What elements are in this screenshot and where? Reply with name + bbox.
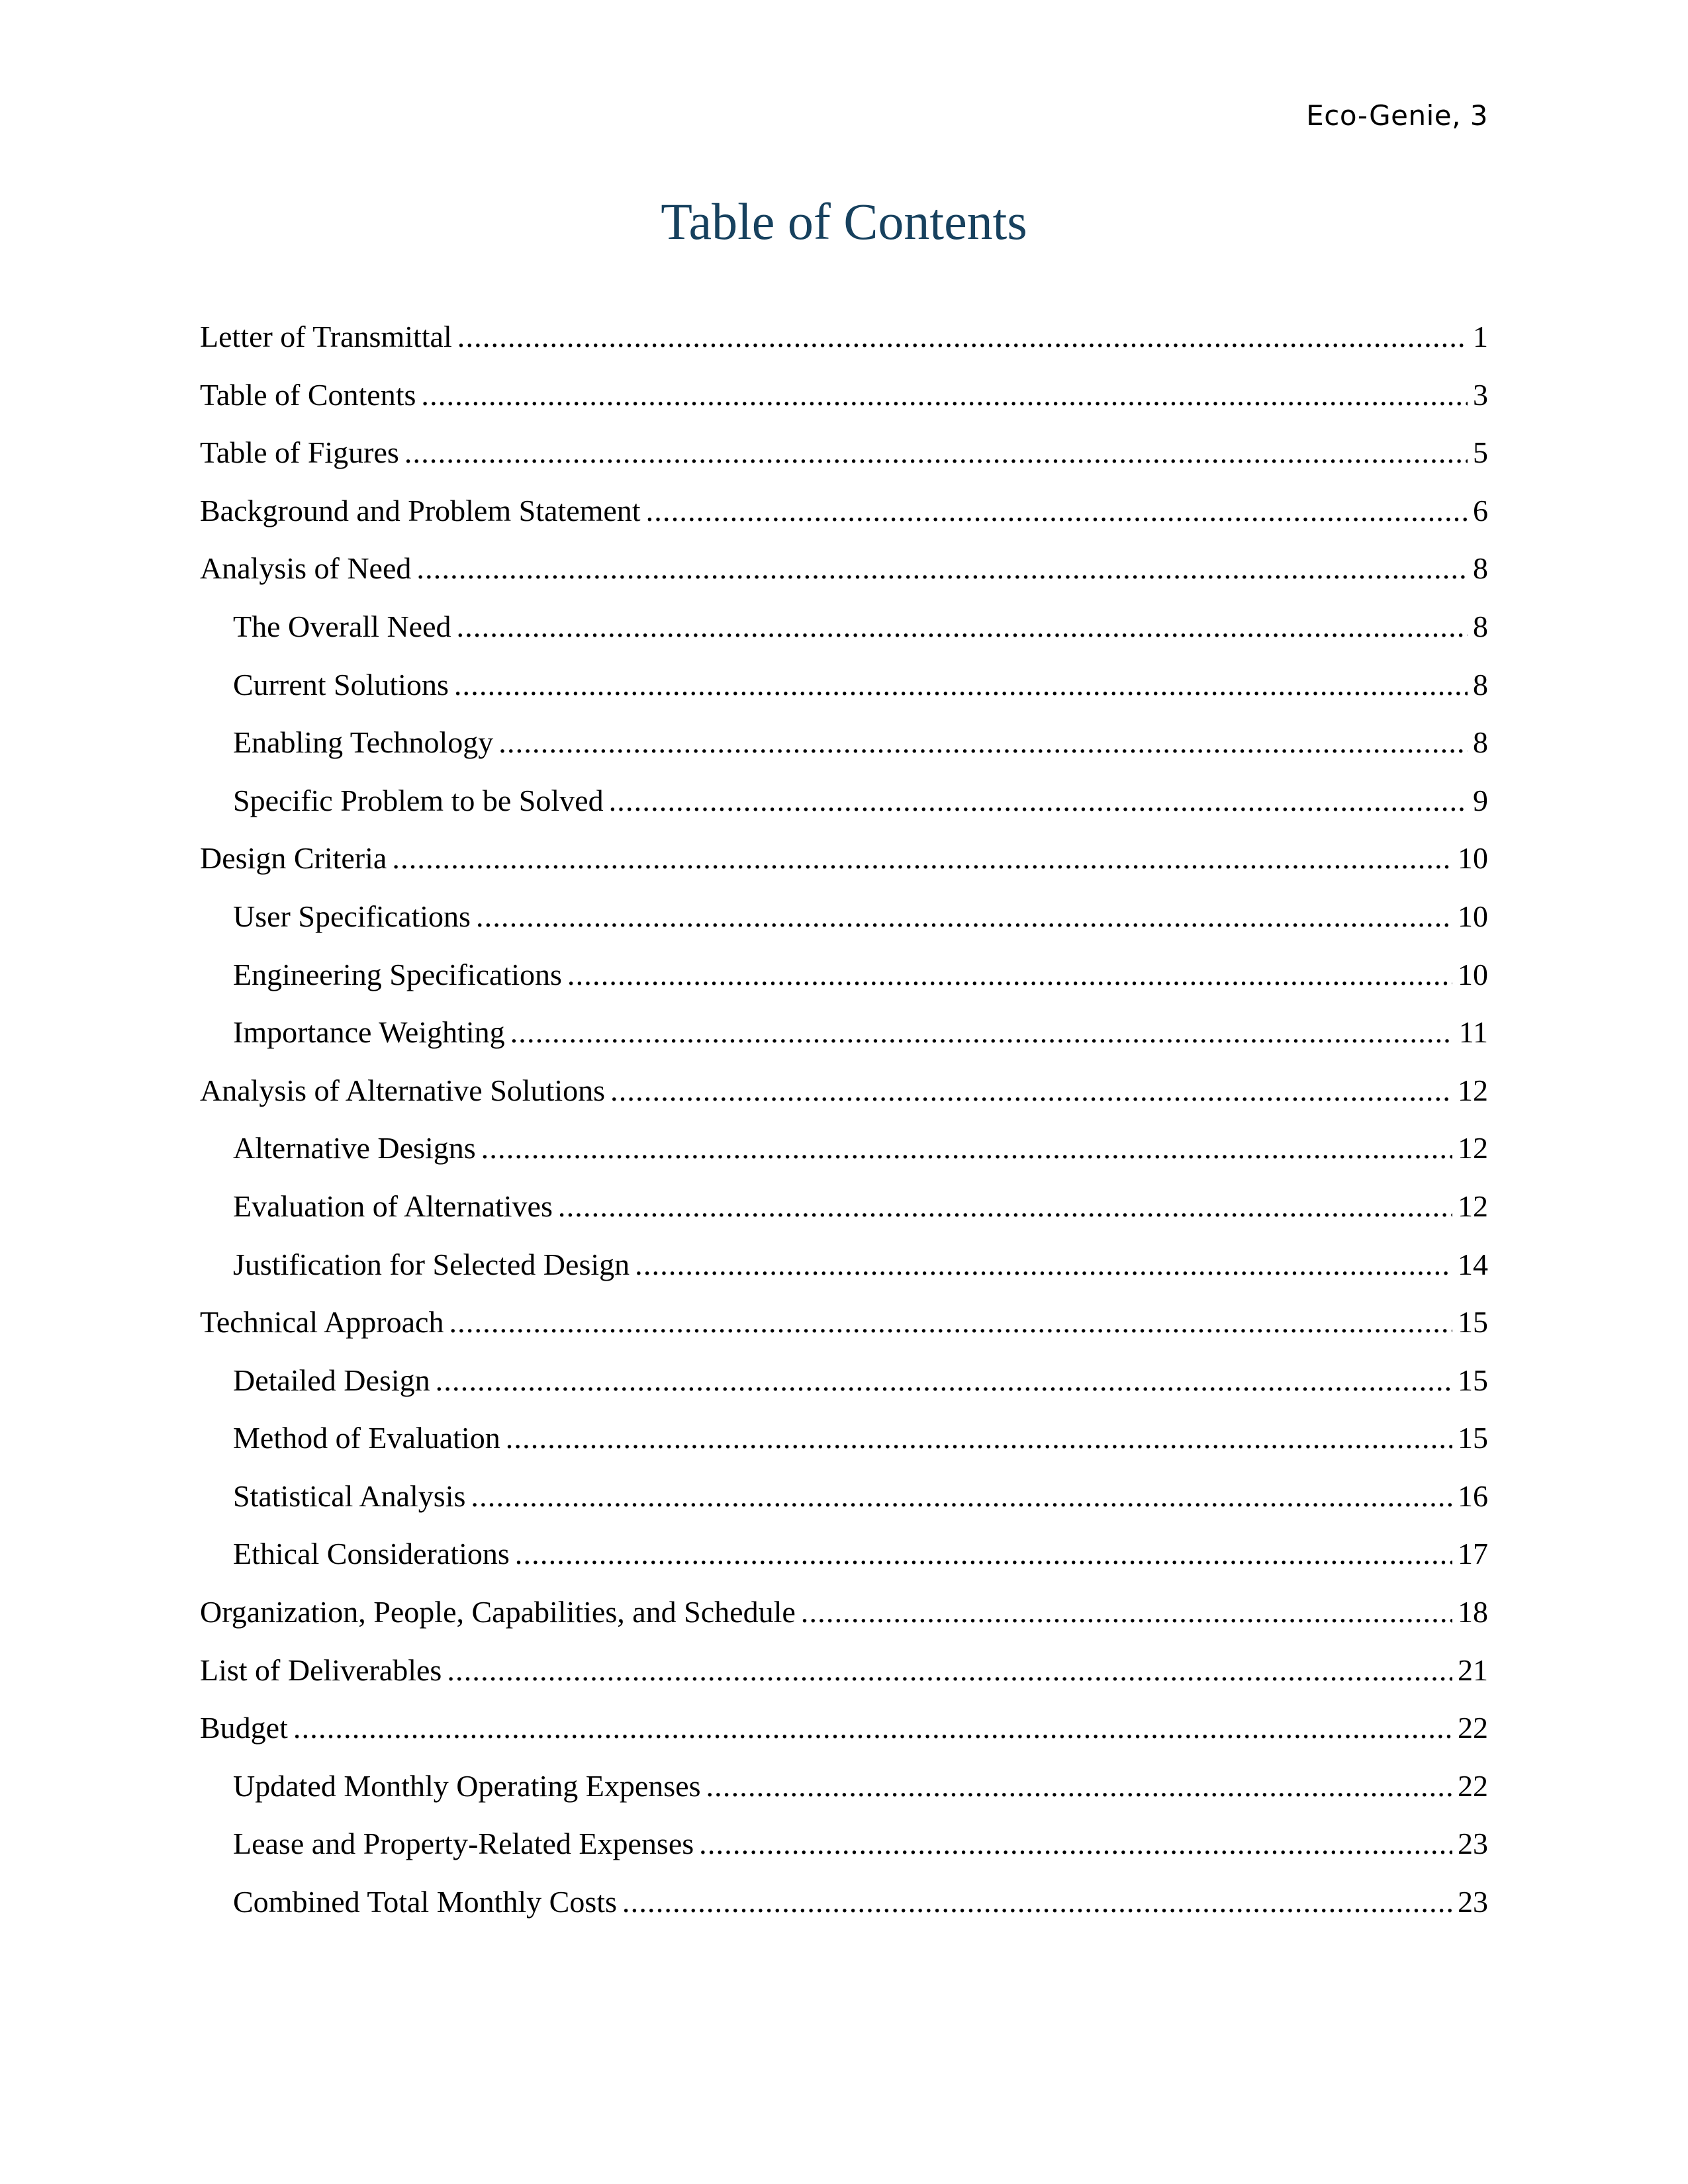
toc-dot-leader [622,1884,1452,1919]
toc-dot-leader [481,1130,1452,1165]
toc-entry-page-number[interactable]: 12 [1458,1189,1488,1223]
toc-entry-page-number[interactable]: 8 [1473,725,1488,760]
toc-entry-label[interactable]: Table of Figures [200,435,399,470]
toc-entry[interactable] [200,1653,1488,1711]
toc-entry-label[interactable]: Justification for Selected Design [233,1247,630,1281]
toc-dot-leader [558,1189,1452,1224]
toc-dot-leader [454,667,1468,702]
toc-entry[interactable] [200,1247,1488,1305]
running-header: Eco-Genie, 3 [1306,99,1488,132]
toc-entry-page-number[interactable]: 15 [1458,1363,1488,1397]
toc-dot-leader [293,1710,1452,1745]
toc-entry[interactable] [200,841,1488,899]
toc-entry[interactable] [200,1710,1488,1768]
toc-entry[interactable] [200,725,1488,783]
toc-entry[interactable] [200,1304,1488,1363]
toc-entry-page-number[interactable]: 11 [1458,1015,1488,1050]
toc-entry-label[interactable]: Updated Monthly Operating Expenses [233,1768,701,1803]
toc-entry[interactable] [200,435,1488,493]
toc-entry-page-number[interactable]: 23 [1458,1827,1488,1861]
toc-dot-leader [476,899,1452,934]
toc-entry-page-number[interactable]: 10 [1458,957,1488,991]
toc-entry-page-number[interactable]: 16 [1458,1479,1488,1513]
toc-entry[interactable] [200,1420,1488,1479]
toc-entry-label[interactable]: Budget [200,1711,288,1745]
toc-entry-label[interactable]: List of Deliverables [200,1653,442,1687]
toc-entry-label[interactable]: Ethical Considerations [233,1537,510,1571]
toc-entry-page-number[interactable]: 14 [1458,1247,1488,1281]
toc-dot-leader [471,1479,1452,1514]
toc-dot-leader [610,1073,1452,1108]
toc-dot-leader [567,957,1452,992]
toc-entry-page-number[interactable]: 22 [1458,1711,1488,1745]
toc-entry[interactable] [200,1536,1488,1594]
toc-dot-leader [515,1536,1452,1571]
toc-entry-page-number[interactable]: 5 [1473,435,1488,470]
toc-dot-leader [392,841,1452,876]
toc-dot-leader [449,1304,1452,1340]
toc-entry-page-number[interactable]: 23 [1458,1885,1488,1919]
toc-entry-page-number[interactable]: 10 [1458,841,1488,876]
toc-dot-leader [506,1420,1452,1455]
toc-entry[interactable] [200,1363,1488,1421]
toc-entry-page-number[interactable]: 15 [1458,1421,1488,1455]
toc-entry-page-number[interactable]: 22 [1458,1768,1488,1803]
toc-dot-leader [706,1768,1452,1803]
toc-entry-label[interactable]: Alternative Designs [233,1131,476,1165]
toc-entry-label[interactable]: Specific Problem to be Solved [233,783,604,817]
toc-entry[interactable] [200,1015,1488,1073]
toc-entry[interactable] [200,377,1488,435]
toc-entry[interactable] [200,1594,1488,1653]
toc-entry[interactable] [200,609,1488,667]
toc-entry-label[interactable]: Table of Contents [200,377,416,412]
toc-entry-label[interactable]: Combined Total Monthly Costs [233,1885,617,1919]
page-title: Table of Contents [661,193,1027,250]
toc-entry-page-number[interactable]: 8 [1473,667,1488,702]
toc-entry[interactable] [200,899,1488,957]
toc-entry-label[interactable]: Detailed Design [233,1363,430,1397]
toc-dot-leader [510,1015,1454,1050]
toc-list [200,319,1488,1942]
toc-dot-leader [416,551,1468,586]
toc-entry-page-number[interactable]: 8 [1473,609,1488,643]
toc-entry-label[interactable]: User Specifications [233,899,471,933]
toc-entry[interactable] [200,957,1488,1015]
toc-dot-leader [447,1653,1452,1688]
toc-entry[interactable] [200,1189,1488,1247]
toc-dot-leader [404,435,1468,470]
toc-entry-page-number[interactable]: 8 [1473,551,1488,586]
toc-entry-label[interactable]: Organization, People, Capabilities, and Schedule [200,1595,796,1629]
toc-dot-leader [801,1594,1452,1629]
toc-entry-label[interactable]: Evaluation of Alternatives [233,1189,553,1223]
toc-entry-label[interactable]: Method of Evaluation [233,1421,500,1455]
toc-entry-page-number[interactable]: 15 [1458,1305,1488,1340]
toc-entry[interactable] [200,1884,1488,1942]
toc-entry-label[interactable]: Analysis of Need [200,551,412,586]
toc-entry[interactable] [200,1073,1488,1131]
toc-dot-leader [421,377,1468,412]
toc-entry[interactable] [200,1826,1488,1884]
toc-entry-page-number[interactable]: 9 [1473,783,1488,817]
toc-entry-label[interactable]: The Overall Need [233,609,451,643]
toc-entry-page-number[interactable]: 1 [1473,320,1488,353]
toc-dot-leader [436,1363,1452,1398]
toc-dot-leader [609,783,1468,818]
toc-entry-label[interactable]: Current Solutions [233,667,449,702]
toc-entry[interactable] [200,319,1488,377]
toc-entry-page-number[interactable]: 12 [1458,1073,1488,1107]
toc-entry-label[interactable]: Background and Problem Statement [200,493,641,527]
toc-dot-leader [498,725,1468,760]
toc-entry[interactable] [200,551,1488,609]
toc-entry-label[interactable]: Letter of Transmittal [200,320,452,353]
toc-entry[interactable] [200,1479,1488,1537]
toc-entry[interactable] [200,667,1488,725]
toc-dot-leader [635,1247,1452,1282]
toc-entry-label[interactable]: Statistical Analysis [233,1479,466,1513]
toc-dot-leader [457,319,1468,354]
toc-entry-label[interactable]: Design Criteria [200,841,387,876]
toc-entry-page-number[interactable]: 17 [1458,1537,1488,1571]
toc-entry-label[interactable]: Lease and Property-Related Expenses [233,1827,694,1861]
toc-entry[interactable] [200,783,1488,841]
toc-entry-label[interactable]: Enabling Technology [233,725,494,760]
toc-entry-label[interactable]: Technical Approach [200,1305,444,1340]
toc-dot-leader [699,1826,1452,1861]
toc-entry[interactable] [200,493,1488,551]
toc-entry-label[interactable]: Importance Weighting [233,1015,505,1050]
toc-entry[interactable] [200,1768,1488,1827]
toc-entry-page-number[interactable]: 10 [1458,899,1488,933]
toc-dot-leader [457,609,1468,644]
toc-entry-label[interactable]: Analysis of Alternative Solutions [200,1073,606,1107]
toc-entry-page-number[interactable]: 21 [1458,1653,1488,1687]
toc-entry-page-number[interactable]: 12 [1458,1131,1488,1165]
toc-entry-page-number[interactable]: 18 [1458,1595,1488,1629]
toc-entry-page-number[interactable]: 6 [1473,493,1488,527]
toc-entry-page-number[interactable]: 3 [1473,377,1488,412]
toc-entry[interactable] [200,1130,1488,1189]
toc-entry-label[interactable]: Engineering Specifications [233,957,562,991]
toc-dot-leader [646,493,1468,528]
